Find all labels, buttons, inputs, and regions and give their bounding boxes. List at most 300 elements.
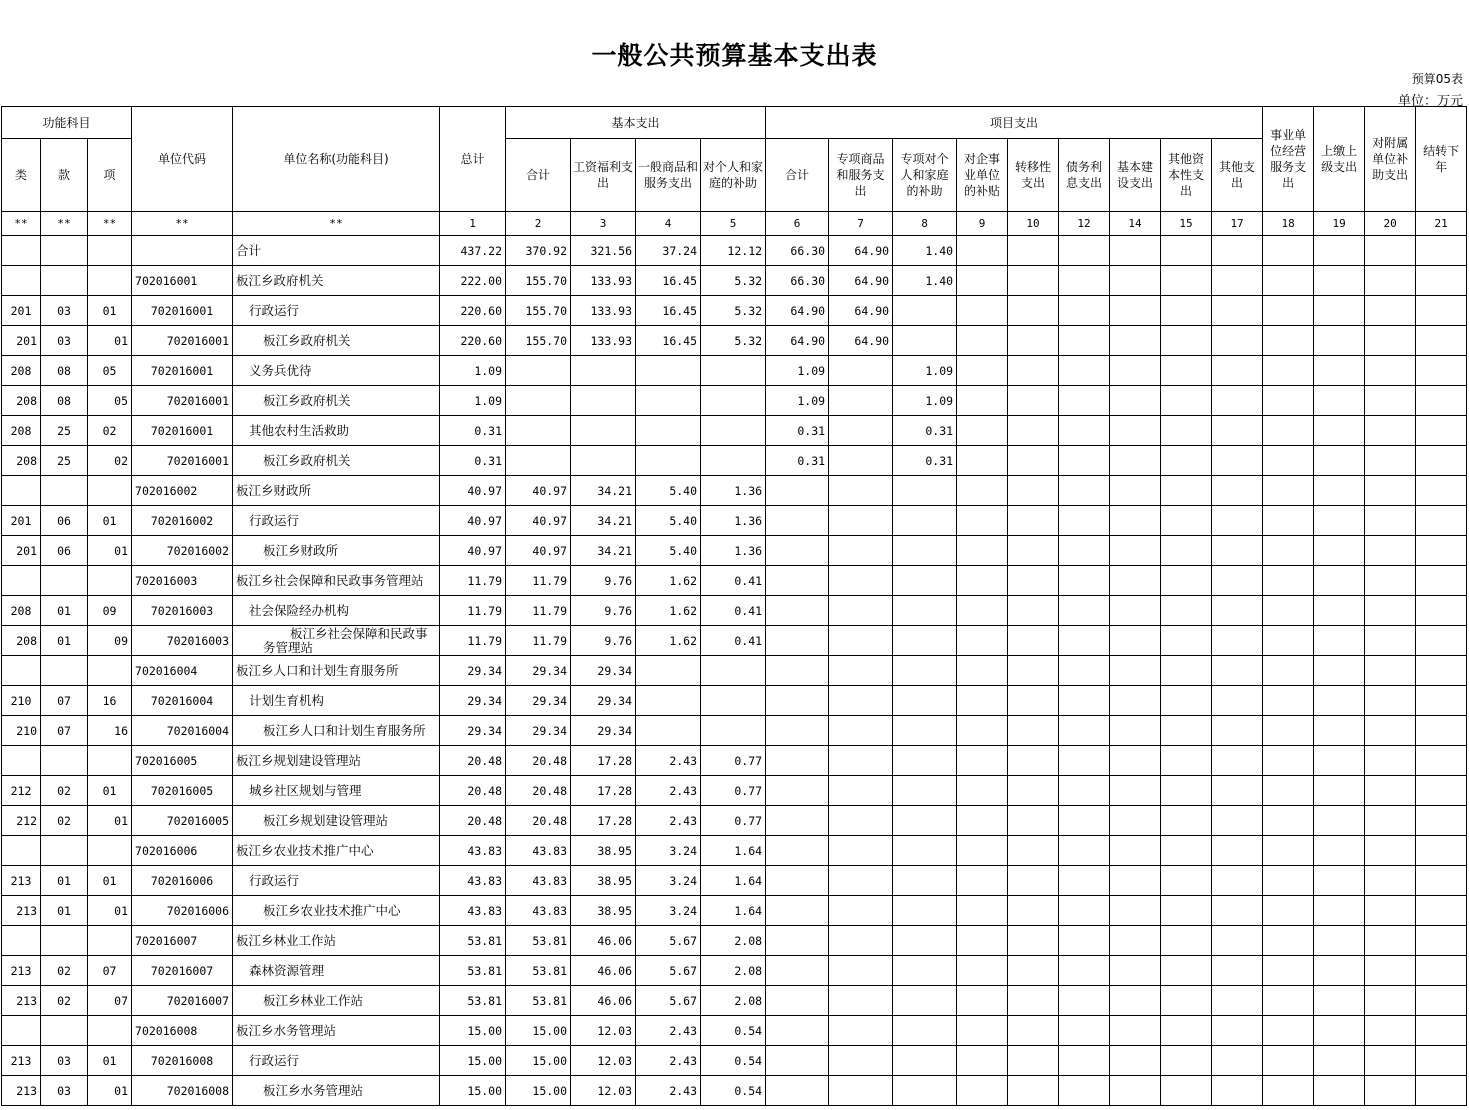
cell-empty <box>1365 1076 1416 1106</box>
cell-xiang: 09 <box>88 596 132 626</box>
cell-value <box>766 776 829 806</box>
cell-empty <box>1059 656 1110 686</box>
cell-empty <box>1008 326 1059 356</box>
table-row <box>2 686 1467 716</box>
cell-value <box>893 566 957 596</box>
cell-empty <box>1365 506 1416 536</box>
cell-xiang: 01 <box>88 866 132 896</box>
header-unit-name: 单位名称(功能科目) <box>233 107 440 212</box>
cell-empty <box>1314 536 1365 566</box>
cell-empty <box>1059 296 1110 326</box>
cell-empty <box>1008 1076 1059 1106</box>
cell-xiang <box>88 836 132 866</box>
cell-lei: 213 <box>2 1076 41 1106</box>
cell-kuan: 03 <box>41 326 88 356</box>
cell-unit-name: 板江乡社会保障和民政事务管理站 <box>233 566 440 596</box>
cell-value <box>636 656 701 686</box>
cell-empty <box>1365 266 1416 296</box>
cell-empty <box>1416 836 1467 866</box>
cell-value: 40.97 <box>440 476 506 506</box>
table-row <box>2 1016 1467 1046</box>
cell-empty <box>1365 626 1416 656</box>
cell-value <box>766 866 829 896</box>
cell-value: 40.97 <box>440 506 506 536</box>
cell-unit-code <box>132 236 233 266</box>
cell-empty <box>1212 326 1263 356</box>
cell-lei: 210 <box>2 716 41 746</box>
cell-empty <box>1212 1076 1263 1106</box>
cell-value: 38.95 <box>571 896 636 926</box>
cell-value <box>829 836 893 866</box>
cell-empty <box>957 266 1008 296</box>
header-basic-col-1: 工资福利支出 <box>571 139 636 212</box>
header-extra-0: 事业单位经营服务支出 <box>1263 107 1314 212</box>
cell-empty <box>1314 716 1365 746</box>
cell-empty <box>1110 806 1161 836</box>
header-project-col-6: 基本建设支出 <box>1110 139 1161 212</box>
cell-value: 321.56 <box>571 236 636 266</box>
cell-xiang: 05 <box>88 386 132 416</box>
cell-unit-code: 702016001 <box>132 386 233 416</box>
index-cell: 19 <box>1314 212 1365 236</box>
cell-value <box>829 656 893 686</box>
budget-table <box>1 106 1467 1106</box>
cell-kuan: 06 <box>41 536 88 566</box>
cell-empty <box>1263 476 1314 506</box>
cell-empty <box>957 356 1008 386</box>
cell-value <box>893 656 957 686</box>
cell-value: 12.12 <box>701 236 766 266</box>
cell-value <box>766 476 829 506</box>
cell-empty <box>957 596 1008 626</box>
cell-empty <box>957 536 1008 566</box>
cell-empty <box>1059 836 1110 866</box>
cell-value: 9.76 <box>571 566 636 596</box>
header-basic-col-3: 对个人和家庭的补助 <box>701 139 766 212</box>
header-basic: 基本支出 <box>506 107 766 139</box>
cell-unit-code: 702016006 <box>132 866 233 896</box>
cell-value <box>701 686 766 716</box>
cell-empty <box>1008 806 1059 836</box>
cell-kuan: 03 <box>41 296 88 326</box>
cell-value <box>893 506 957 536</box>
cell-value: 15.00 <box>506 1046 571 1076</box>
header-project-col-0: 合计 <box>766 139 829 212</box>
cell-empty <box>1314 566 1365 596</box>
cell-empty <box>1161 386 1212 416</box>
cell-value: 53.81 <box>506 926 571 956</box>
cell-value: 0.31 <box>766 446 829 476</box>
cell-value: 12.03 <box>571 1076 636 1106</box>
cell-value: 5.40 <box>636 476 701 506</box>
cell-empty <box>1263 356 1314 386</box>
cell-empty <box>1059 1016 1110 1046</box>
cell-xiang <box>88 236 132 266</box>
cell-empty <box>1212 986 1263 1016</box>
cell-empty <box>1416 446 1467 476</box>
cell-empty <box>957 776 1008 806</box>
table-row <box>2 866 1467 896</box>
cell-xiang: 01 <box>88 1076 132 1106</box>
cell-empty <box>1365 836 1416 866</box>
cell-value: 15.00 <box>440 1016 506 1046</box>
cell-value: 2.43 <box>636 806 701 836</box>
cell-empty <box>1008 686 1059 716</box>
cell-empty <box>1059 386 1110 416</box>
cell-value <box>766 596 829 626</box>
cell-value: 1.09 <box>766 356 829 386</box>
cell-empty <box>1263 506 1314 536</box>
cell-empty <box>1110 536 1161 566</box>
cell-empty <box>957 956 1008 986</box>
cell-value <box>766 836 829 866</box>
table-row <box>2 926 1467 956</box>
index-cell: 10 <box>1008 212 1059 236</box>
cell-empty <box>1416 476 1467 506</box>
cell-value: 133.93 <box>571 296 636 326</box>
cell-lei <box>2 926 41 956</box>
cell-empty <box>1314 326 1365 356</box>
table-row <box>2 326 1467 356</box>
cell-lei: 213 <box>2 896 41 926</box>
header-project-col-1: 专项商品和服务支出 <box>829 139 893 212</box>
cell-value: 1.09 <box>893 386 957 416</box>
cell-value: 3.24 <box>636 836 701 866</box>
cell-value: 53.81 <box>440 926 506 956</box>
cell-empty <box>1212 266 1263 296</box>
cell-empty <box>1059 686 1110 716</box>
header-project-col-8: 其他支出 <box>1212 139 1263 212</box>
cell-empty <box>1314 1076 1365 1106</box>
cell-xiang: 02 <box>88 416 132 446</box>
cell-value: 43.83 <box>440 836 506 866</box>
cell-unit-code: 702016002 <box>132 536 233 566</box>
cell-unit-name: 社会保险经办机构 <box>233 596 440 626</box>
cell-value: 1.62 <box>636 626 701 656</box>
cell-value <box>701 416 766 446</box>
cell-value: 155.70 <box>506 296 571 326</box>
cell-empty <box>1212 416 1263 446</box>
table-row <box>2 566 1467 596</box>
cell-unit-name: 板江乡农业技术推广中心 <box>233 836 440 866</box>
cell-value: 155.70 <box>506 326 571 356</box>
cell-kuan: 08 <box>41 356 88 386</box>
cell-xiang <box>88 656 132 686</box>
cell-unit-name: 义务兵优待 <box>233 356 440 386</box>
cell-value: 34.21 <box>571 476 636 506</box>
header-project-col-5: 债务利息支出 <box>1059 139 1110 212</box>
cell-empty <box>1161 746 1212 776</box>
cell-empty <box>1161 326 1212 356</box>
cell-lei: 213 <box>2 866 41 896</box>
cell-empty <box>1263 596 1314 626</box>
cell-empty <box>1212 476 1263 506</box>
cell-unit-name: 板江乡社会保障和民政事务管理站 <box>233 626 440 656</box>
cell-value: 2.43 <box>636 1076 701 1106</box>
cell-empty <box>1365 656 1416 686</box>
cell-value <box>829 386 893 416</box>
cell-empty <box>1365 296 1416 326</box>
cell-lei: 208 <box>2 416 41 446</box>
cell-value <box>893 686 957 716</box>
cell-value: 0.31 <box>440 416 506 446</box>
cell-value: 34.21 <box>571 506 636 536</box>
cell-empty <box>1008 926 1059 956</box>
cell-value: 64.90 <box>766 326 829 356</box>
cell-value <box>829 536 893 566</box>
cell-empty <box>1263 266 1314 296</box>
index-cell: 5 <box>701 212 766 236</box>
cell-empty <box>1059 1076 1110 1106</box>
cell-empty <box>1365 896 1416 926</box>
index-cell: 9 <box>957 212 1008 236</box>
cell-value <box>893 326 957 356</box>
cell-value: 64.90 <box>829 296 893 326</box>
cell-value <box>829 416 893 446</box>
cell-value: 2.43 <box>636 1046 701 1076</box>
cell-empty <box>1110 566 1161 596</box>
cell-empty <box>1314 806 1365 836</box>
cell-empty <box>1110 296 1161 326</box>
cell-empty <box>1416 656 1467 686</box>
cell-value: 2.43 <box>636 776 701 806</box>
cell-value <box>701 356 766 386</box>
cell-empty <box>1416 776 1467 806</box>
cell-unit-name: 行政运行 <box>233 866 440 896</box>
cell-empty <box>1161 416 1212 446</box>
cell-value <box>893 896 957 926</box>
cell-empty <box>1161 236 1212 266</box>
cell-lei <box>2 1016 41 1046</box>
cell-value <box>701 716 766 746</box>
cell-value: 1.64 <box>701 836 766 866</box>
cell-empty <box>1416 866 1467 896</box>
cell-empty <box>1416 326 1467 356</box>
cell-value <box>893 1016 957 1046</box>
cell-unit-code: 702016004 <box>132 656 233 686</box>
table-row <box>2 416 1467 446</box>
cell-xiang <box>88 1016 132 1046</box>
cell-empty <box>957 1046 1008 1076</box>
cell-kuan: 01 <box>41 866 88 896</box>
cell-empty <box>1008 476 1059 506</box>
cell-empty <box>1365 986 1416 1016</box>
cell-value: 1.36 <box>701 536 766 566</box>
cell-unit-name: 计划生育机构 <box>233 686 440 716</box>
cell-value <box>766 1076 829 1106</box>
cell-kuan <box>41 656 88 686</box>
cell-empty <box>1416 416 1467 446</box>
cell-empty <box>1212 446 1263 476</box>
cell-empty <box>1263 536 1314 566</box>
cell-empty <box>1263 956 1314 986</box>
cell-empty <box>1008 1016 1059 1046</box>
cell-value <box>636 716 701 746</box>
cell-empty <box>1314 386 1365 416</box>
cell-empty <box>1110 656 1161 686</box>
cell-empty <box>1314 236 1365 266</box>
unit-label: 单位：万元 <box>1397 94 1463 109</box>
cell-value: 43.83 <box>506 896 571 926</box>
cell-unit-code: 702016008 <box>132 1076 233 1106</box>
cell-value <box>701 446 766 476</box>
cell-value <box>766 626 829 656</box>
table-row <box>2 356 1467 386</box>
cell-empty <box>1212 296 1263 326</box>
cell-value <box>829 806 893 836</box>
cell-value: 15.00 <box>506 1076 571 1106</box>
cell-empty <box>1263 416 1314 446</box>
cell-empty <box>1008 656 1059 686</box>
cell-empty <box>1110 1046 1161 1076</box>
cell-value <box>766 1046 829 1076</box>
table-row <box>2 716 1467 746</box>
cell-value: 46.06 <box>571 956 636 986</box>
cell-xiang: 01 <box>88 506 132 536</box>
cell-empty <box>957 896 1008 926</box>
cell-empty <box>1110 1016 1161 1046</box>
cell-unit-name: 板江乡人口和计划生育服务所 <box>233 656 440 686</box>
cell-empty <box>1365 596 1416 626</box>
table-row <box>2 236 1467 266</box>
cell-value: 5.32 <box>701 266 766 296</box>
cell-value: 220.60 <box>440 296 506 326</box>
cell-value: 29.34 <box>506 716 571 746</box>
index-cell: ** <box>233 212 440 236</box>
cell-empty <box>957 476 1008 506</box>
cell-value: 12.03 <box>571 1046 636 1076</box>
cell-empty <box>1314 776 1365 806</box>
cell-xiang: 16 <box>88 716 132 746</box>
cell-value <box>571 386 636 416</box>
cell-value <box>829 716 893 746</box>
cell-empty <box>1008 536 1059 566</box>
cell-empty <box>1059 626 1110 656</box>
cell-value: 5.40 <box>636 506 701 536</box>
cell-empty <box>1263 836 1314 866</box>
cell-value: 20.48 <box>440 776 506 806</box>
cell-empty <box>1110 896 1161 926</box>
cell-value: 17.28 <box>571 746 636 776</box>
cell-value: 64.90 <box>766 296 829 326</box>
cell-empty <box>1416 1046 1467 1076</box>
cell-empty <box>1110 926 1161 956</box>
cell-value <box>893 986 957 1016</box>
cell-unit-code: 702016007 <box>132 926 233 956</box>
cell-value <box>636 416 701 446</box>
cell-empty <box>1263 716 1314 746</box>
cell-empty <box>1365 476 1416 506</box>
cell-unit-name: 城乡社区规划与管理 <box>233 776 440 806</box>
cell-lei: 208 <box>2 446 41 476</box>
cell-unit-name: 板江乡水务管理站 <box>233 1076 440 1106</box>
cell-empty <box>1365 416 1416 446</box>
cell-empty <box>1416 746 1467 776</box>
cell-empty <box>1365 386 1416 416</box>
cell-value: 11.79 <box>506 596 571 626</box>
cell-value: 34.21 <box>571 536 636 566</box>
cell-empty <box>1212 926 1263 956</box>
cell-empty <box>1008 866 1059 896</box>
cell-unit-name: 其他农村生活救助 <box>233 416 440 446</box>
cell-empty <box>1263 326 1314 356</box>
cell-empty <box>1314 356 1365 386</box>
cell-value: 53.81 <box>440 956 506 986</box>
cell-value: 1.36 <box>701 476 766 506</box>
cell-value: 20.48 <box>440 746 506 776</box>
cell-unit-code: 702016002 <box>132 476 233 506</box>
cell-value <box>766 656 829 686</box>
table-row <box>2 386 1467 416</box>
cell-value <box>829 596 893 626</box>
cell-empty <box>1212 1016 1263 1046</box>
cell-empty <box>1212 536 1263 566</box>
page-title: 一般公共预算基本支出表 <box>591 41 878 70</box>
form-number: 预算05表 <box>1411 72 1463 86</box>
cell-empty <box>1365 536 1416 566</box>
cell-value: 15.00 <box>440 1046 506 1076</box>
cell-value: 43.83 <box>506 866 571 896</box>
cell-value <box>893 626 957 656</box>
cell-empty <box>1263 446 1314 476</box>
cell-value <box>506 446 571 476</box>
cell-value: 0.31 <box>440 446 506 476</box>
cell-empty <box>1416 926 1467 956</box>
cell-empty <box>1161 296 1212 326</box>
cell-empty <box>957 836 1008 866</box>
cell-empty <box>1161 1046 1212 1076</box>
cell-kuan: 03 <box>41 1076 88 1106</box>
cell-empty <box>1365 806 1416 836</box>
cell-empty <box>957 506 1008 536</box>
cell-empty <box>1110 716 1161 746</box>
cell-lei <box>2 746 41 776</box>
cell-value <box>829 626 893 656</box>
header-lei: 类 <box>2 139 41 212</box>
cell-kuan: 08 <box>41 386 88 416</box>
cell-lei: 210 <box>2 686 41 716</box>
index-cell: 12 <box>1059 212 1110 236</box>
cell-value <box>636 356 701 386</box>
cell-value <box>766 506 829 536</box>
index-cell: ** <box>132 212 233 236</box>
cell-empty <box>1110 866 1161 896</box>
cell-kuan: 06 <box>41 506 88 536</box>
cell-empty <box>1059 896 1110 926</box>
cell-empty <box>1314 266 1365 296</box>
cell-value <box>829 506 893 536</box>
cell-empty <box>957 386 1008 416</box>
cell-empty <box>1263 296 1314 326</box>
cell-unit-code: 702016005 <box>132 746 233 776</box>
index-cell: 2 <box>506 212 571 236</box>
cell-value <box>766 926 829 956</box>
header-basic-col-0: 合计 <box>506 139 571 212</box>
table-row <box>2 746 1467 776</box>
cell-value: 29.34 <box>440 686 506 716</box>
cell-empty <box>1263 806 1314 836</box>
cell-xiang <box>88 746 132 776</box>
cell-value <box>893 806 957 836</box>
table-row <box>2 476 1467 506</box>
cell-unit-name: 森林资源管理 <box>233 956 440 986</box>
cell-empty <box>1008 386 1059 416</box>
cell-empty <box>1059 596 1110 626</box>
cell-empty <box>1008 776 1059 806</box>
cell-empty <box>1212 746 1263 776</box>
cell-empty <box>1161 626 1212 656</box>
cell-value <box>506 416 571 446</box>
